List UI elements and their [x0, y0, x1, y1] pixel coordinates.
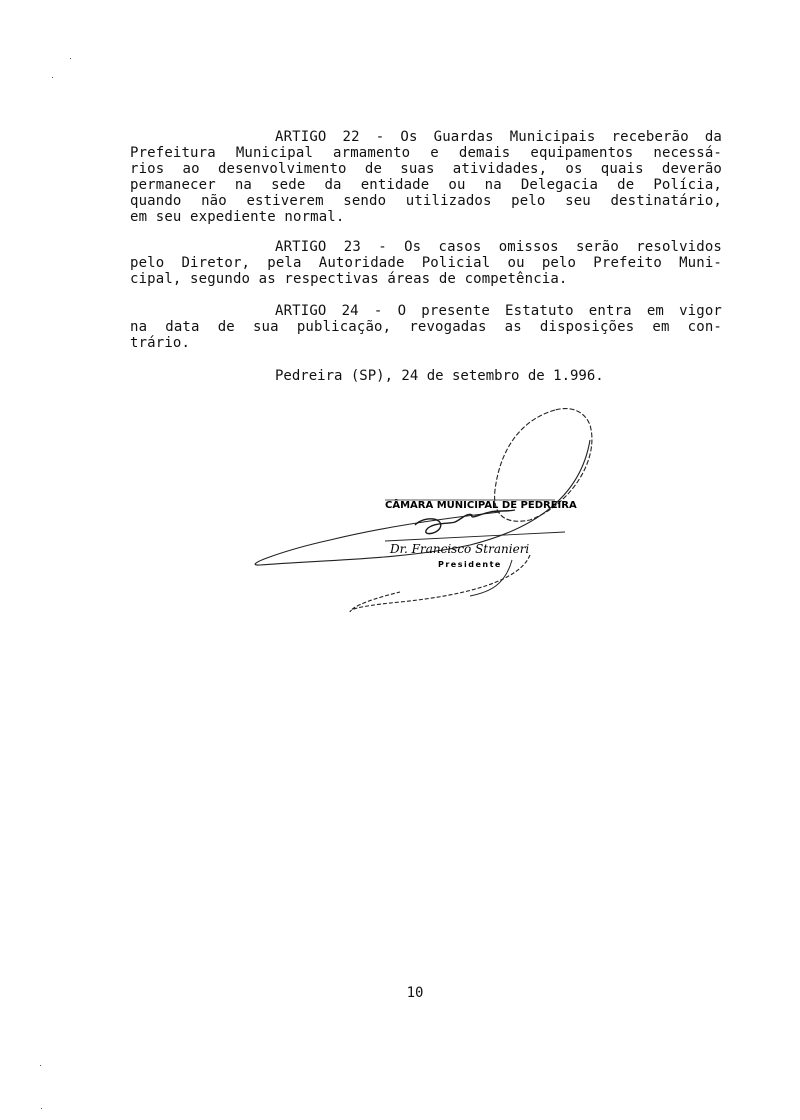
- signature-initial-stroke: [415, 510, 515, 534]
- art24-line-1: ARTIGO 24 - O presente Estatuto entra em vigor: [275, 303, 722, 319]
- art22-line-5: quando não estiverem sendo utilizados pelo seu destinatário,: [130, 193, 722, 209]
- scan-speck: [70, 58, 71, 59]
- stamp-role: Presidente: [438, 560, 502, 569]
- stamp-rule-mid: [385, 532, 565, 541]
- art24-line-3: trário.: [130, 335, 191, 351]
- art22-line-6: em seu expediente normal.: [130, 209, 345, 225]
- art22-line-4: permanecer na sede da entidade ou na Delegacia de Polícia,: [130, 177, 722, 193]
- art23-line-1: ARTIGO 23 - Os casos omissos serão resolvidos: [275, 239, 722, 255]
- art23-line-3: cipal, segundo as respectivas áreas de competência.: [130, 271, 568, 287]
- art23-line-2: pelo Diretor, pela Autoridade Policial ou pelo Prefeito Muni-: [130, 255, 722, 271]
- scan-speck: [41, 1108, 42, 1109]
- art24-line-2: na data de sua publicação, revogadas as disposições em con-: [130, 319, 722, 335]
- stamp-name: Dr. Francisco Stranieri: [390, 542, 530, 556]
- page-number: 10: [406, 985, 424, 1001]
- art22-line-3: rios ao desenvolvimento de suas atividades, os quais deverão: [130, 161, 722, 177]
- scan-speck: [40, 1065, 41, 1066]
- art22-line-2: Prefeitura Municipal armamento e demais equipamentos necessá-: [130, 145, 722, 161]
- scan-speck: [52, 77, 53, 78]
- art22-line-1: ARTIGO 22 - Os Guardas Municipais receberão da: [275, 129, 722, 145]
- dateline: Pedreira (SP), 24 de setembro de 1.996.: [275, 368, 604, 384]
- stamp-institution: CÂMARA MUNICIPAL DE PEDREIRA: [385, 500, 577, 511]
